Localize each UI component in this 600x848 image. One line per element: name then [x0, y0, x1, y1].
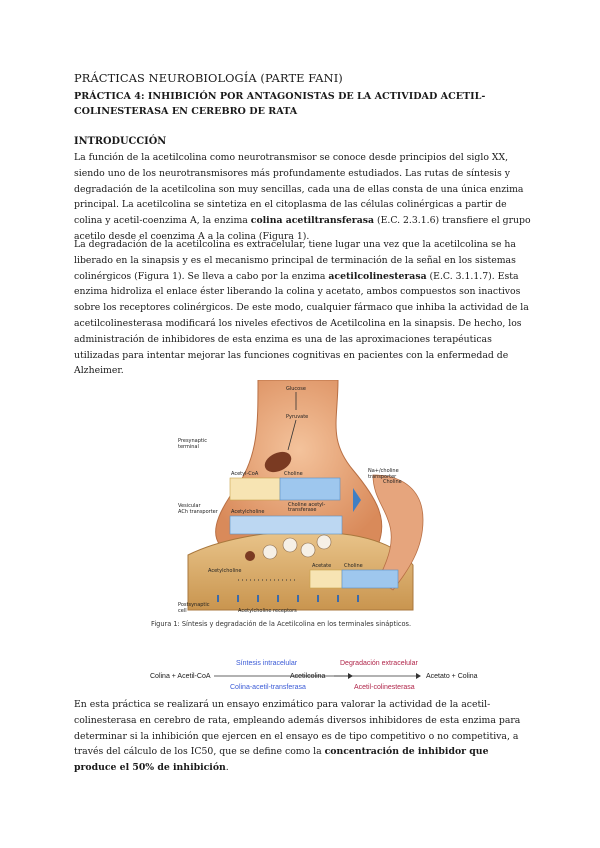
choline-box-low	[342, 570, 398, 588]
scheme-arrow-1	[214, 672, 354, 680]
acetyl-coa-box	[230, 478, 280, 500]
p3-text-b: .	[225, 762, 229, 774]
closing-paragraph	[74, 697, 534, 776]
figure-caption: Figura 1: Síntesis y degradación de la Acetilcolina en los terminales sinápticos.	[151, 620, 412, 628]
label-choline-low: Choline	[344, 563, 363, 569]
acetate-box	[310, 570, 342, 588]
scheme-arrow-2	[334, 672, 424, 680]
vesicle-1	[263, 545, 277, 559]
p3-bold-term: concentración de inhibidor que produce el 50% de inhibición	[74, 746, 489, 774]
label-choline-right: Choline	[383, 479, 402, 485]
p2-text-a: La degradación de la acetilcolina es extracelular, tiene lugar una vez que la acetilcolina se ha liberado en la sinapsis y es el mecanismo principal de terminación de la señal en los sistemas colinérgicos (Figura 1). Se lleva a cabo por la enzima	[74, 239, 516, 282]
intro-paragraph-2	[74, 237, 534, 379]
label-receptors: Acetylcholine receptors	[238, 608, 297, 614]
label-postsynaptic: Postsynaptic	[178, 602, 210, 608]
p2-text-b: (E.C. 3.1.1.7). Esta enzima hidroliza el enlace éster liberando la colina y acetato, ambos compuestos son inactivos sobre los receptores colinérgicos. De este modo, cualquier fármaco que inhiba la actividad de la acetilcolinesterasa modificará los niveles efectivos de Acetilcolina en la sinapsis. De hecho, los administración de inhibidores de esta enzima es una de las aproximaciones terapéuticas utilizadas para intentar mejorar las funciones cognitivas en pacientes con la enfermedad de Alzheimer.	[74, 270, 529, 377]
label-glucose: Glucose	[286, 386, 306, 392]
scheme-degradation-enzyme: Acetil-colinesterasa	[354, 684, 415, 691]
acetylcholine-box-mid	[230, 516, 342, 534]
scheme-synthesis-label: Síntesis intracelular	[236, 660, 298, 667]
p3-text-a: En esta práctica se realizará un ensayo enzimático para valorar la actividad de la acetil-colinesterasa en cerebro de rata, empleando además diversos inhibidores de esta enzima para determinar si la inhibición que ejercen en el ensayo es de tipo competitivo o no competitiva, a través del cálculo de los IC50, que se define como la	[74, 699, 521, 758]
vesicle-4	[317, 535, 331, 549]
label-cat: Choline acetyl-	[288, 502, 326, 508]
choline-box-top	[280, 478, 340, 500]
label-acetate: Acetate	[312, 563, 332, 569]
label-transporter: Na+/choline	[368, 468, 399, 474]
vesicle-2	[283, 538, 297, 552]
label-choline-top: Choline	[284, 471, 303, 477]
vesicle-3	[301, 543, 315, 557]
p1-bold-term: colina acetiltransferasa	[250, 215, 374, 227]
scheme-middle: Acetilcolina	[290, 673, 326, 680]
synapse-illustration	[178, 380, 433, 630]
p1-text-a: La función de la acetilcolina como neurotransmisor se conoce desde principios del siglo XX, siendo uno de los neurotransmisores más profundamente estudiados. Las rutas de síntesis y degradación de la acetilcolina son muy sencillas, cada una de ellas consta de una única enzima principal. La acetilcolina se sintetiza en el citoplasma de las células colinérgicas a partir de colina y acetil-coenzima A, la enzima	[74, 152, 524, 227]
section-heading-introduccion: INTRODUCCIÓN	[74, 136, 167, 147]
label-cell: cell	[178, 608, 187, 614]
label-transporter-2: transporter	[368, 474, 397, 480]
practice-subtitle: PRÁCTICA 4: INHIBICIÓN POR ANTAGONISTAS DE LA ACTIVIDAD ACETIL-COLINESTERASA EN CEREBRO DE RATA	[74, 91, 486, 117]
label-ach-transporter: ACh transporter	[178, 509, 218, 515]
scheme-right: Acetato + Colina	[426, 673, 478, 680]
p1-text-b: (E.C. 2.3.1.6) transfiere el grupo acetilo desde el coenzima A a la colina (Figura 1).	[74, 215, 531, 242]
scheme-synthesis-enzyme: Colina-acetil-transferasa	[230, 684, 306, 691]
scheme-degradation-label: Degradación extracelular	[340, 660, 418, 667]
reaction-scheme	[150, 654, 490, 694]
scheme-left: Colina + Acetil-CoA	[150, 673, 211, 680]
p2-bold-term: acetilcolinesterasa	[328, 270, 427, 282]
synapse-figure	[178, 380, 433, 630]
label-terminal: terminal	[178, 444, 199, 450]
label-vesicular: Vesicular	[178, 503, 201, 509]
intro-paragraph-1	[74, 150, 534, 245]
document-title: PRÁCTICAS NEUROBIOLOGÍA (PARTE FANI)	[74, 71, 343, 85]
label-acetylcholine-low: Acetylcholine	[208, 568, 242, 574]
label-cat-2: transferase	[288, 507, 317, 513]
label-acetyl-coa: Acetyl-CoA	[231, 471, 259, 477]
label-presynaptic: Presynaptic	[178, 438, 208, 444]
label-pyruvate: Pyruvate	[286, 414, 309, 420]
vesicular-transporter	[245, 551, 255, 561]
label-acetylcholine-mid: Acetylcholine	[231, 509, 265, 515]
